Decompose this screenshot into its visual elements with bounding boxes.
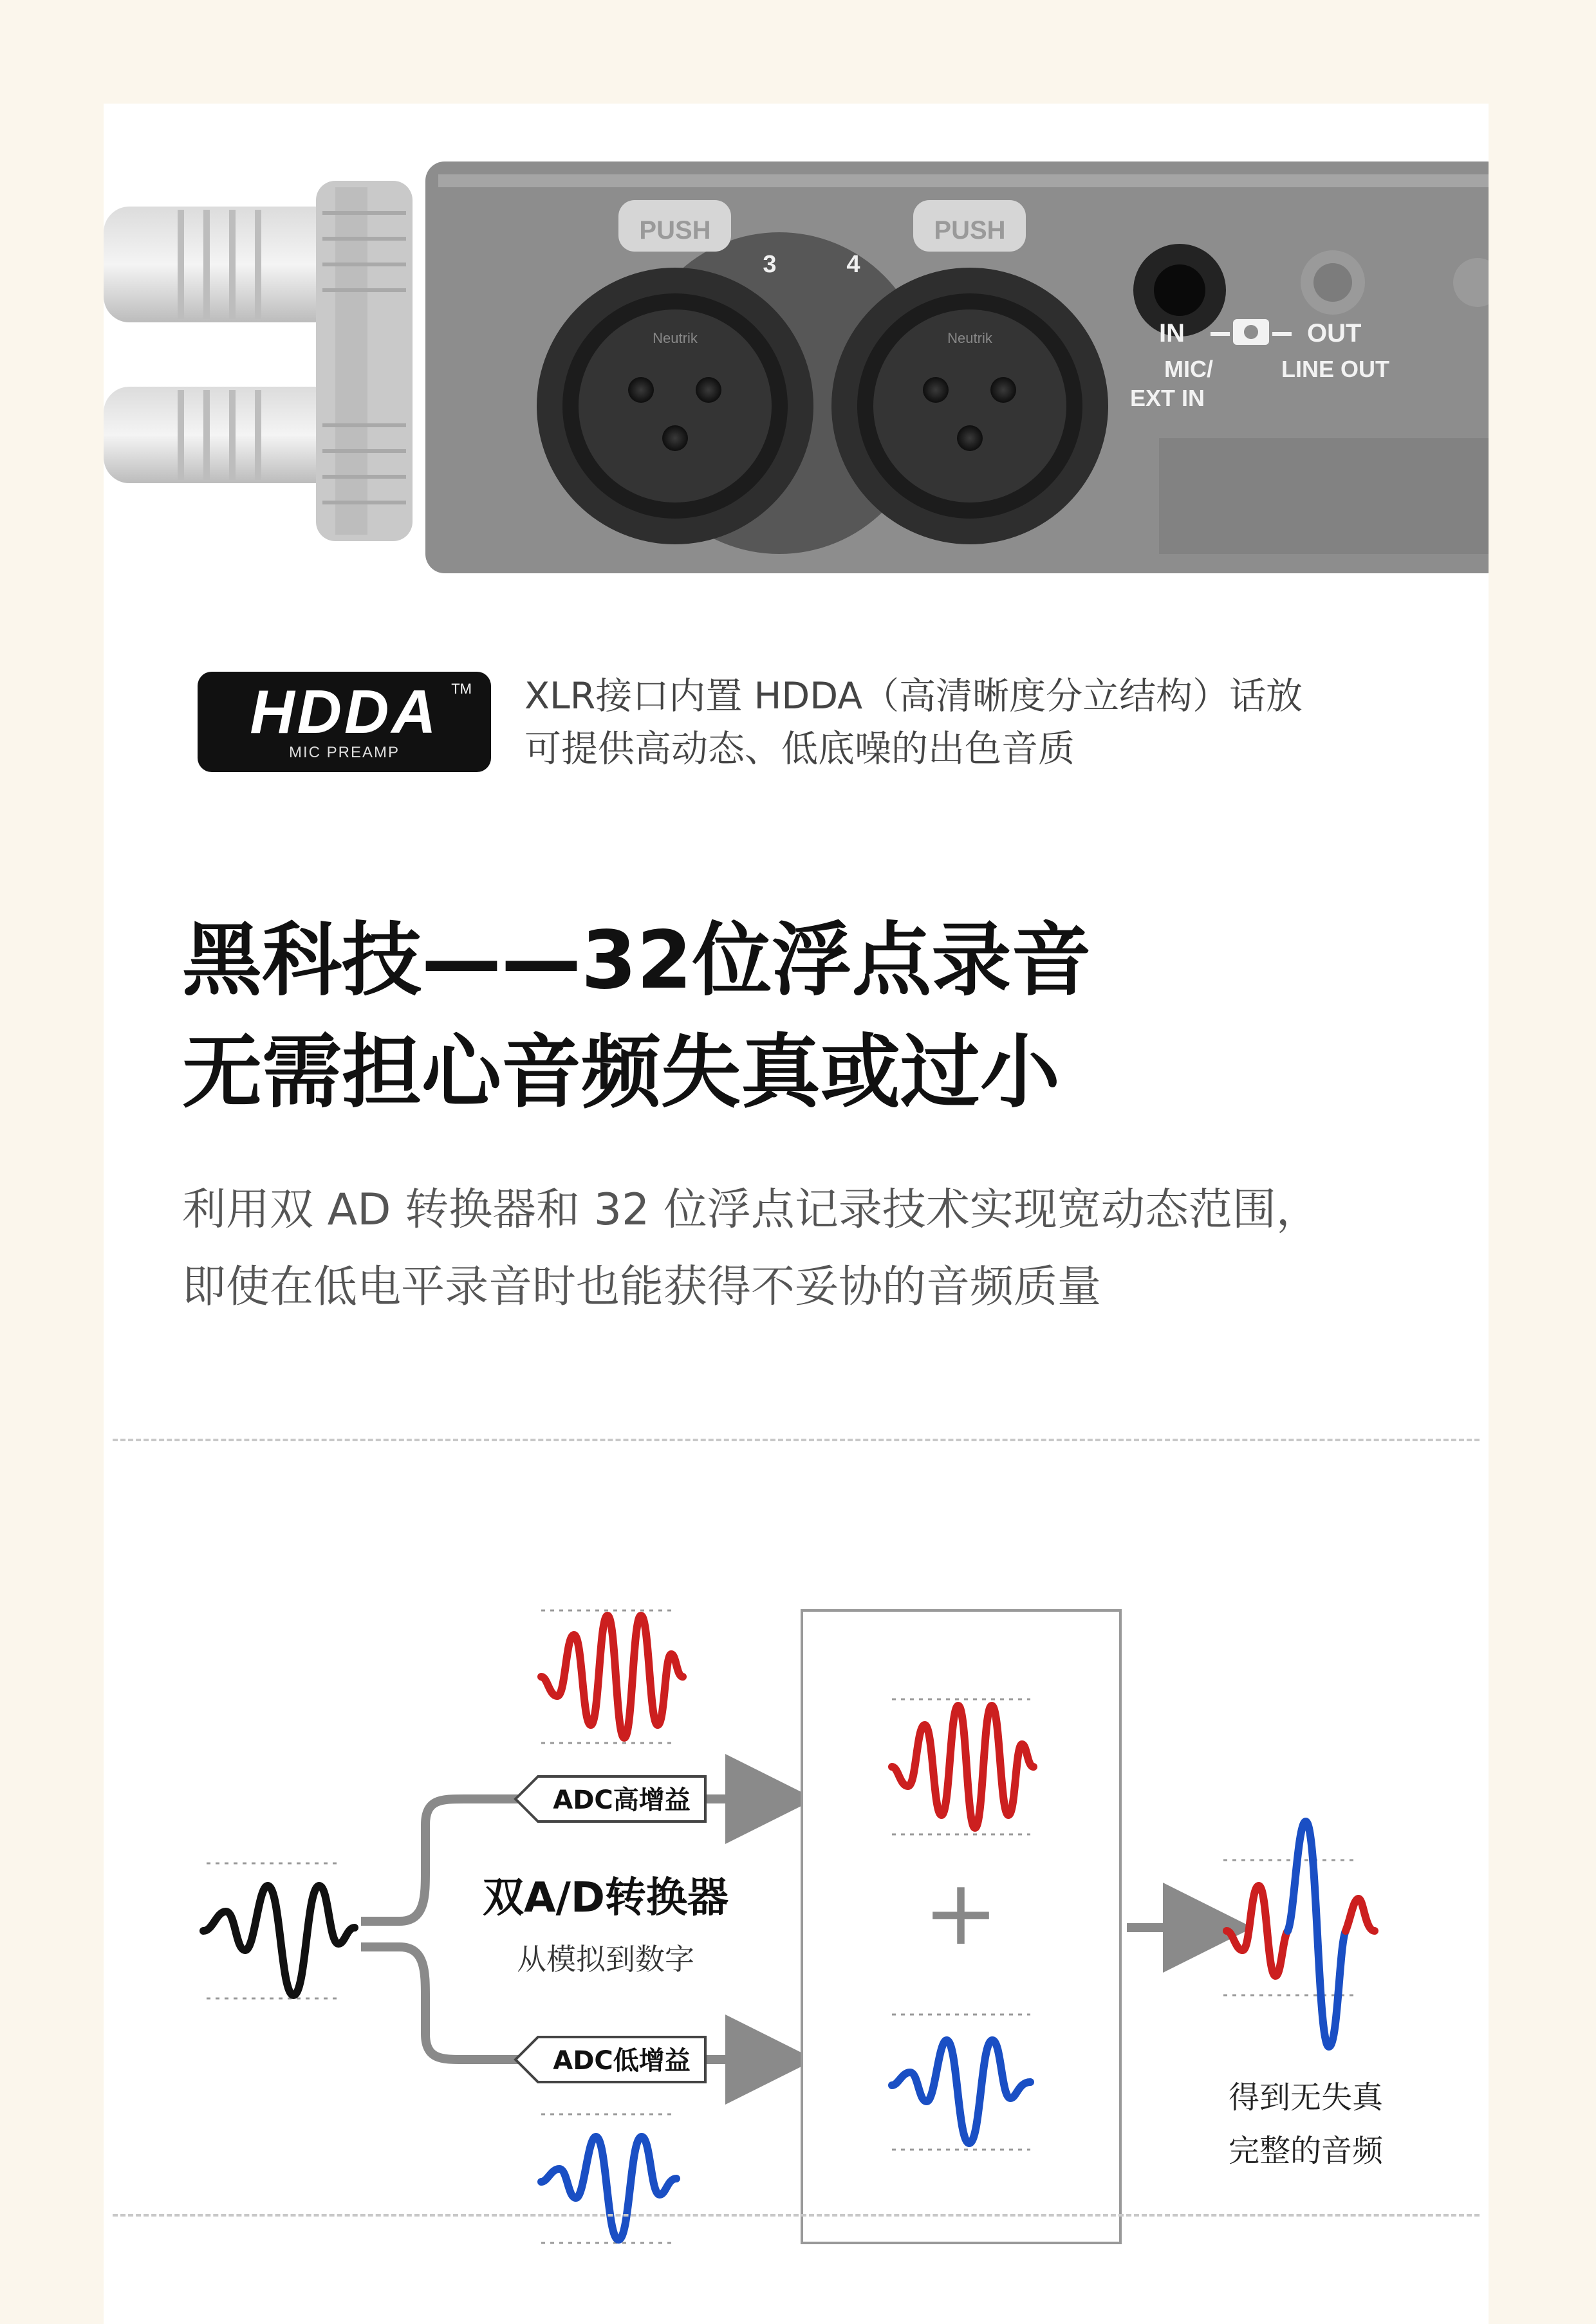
result-waveform bbox=[1223, 1821, 1375, 2047]
headline bbox=[182, 905, 1091, 1129]
hdda-description-line2: 可提供高动态、低底噪的出色音质 bbox=[524, 728, 1075, 770]
hdda-description-line1: XLR接口内置 HDDA（高清晰度分立结构）话放 bbox=[524, 675, 1303, 717]
input-waveform bbox=[203, 1863, 355, 1998]
result-caption-line1: 得到无失真 bbox=[1228, 2080, 1384, 2116]
adc-low-gain-tag bbox=[515, 2037, 705, 2082]
top-dashed-divider bbox=[113, 1439, 1480, 1441]
svg-text:4: 4 bbox=[846, 251, 860, 278]
svg-text:Neutrik: Neutrik bbox=[653, 330, 698, 346]
svg-text:OUT: OUT bbox=[1307, 319, 1362, 347]
content-card bbox=[104, 104, 1489, 2324]
body-paragraph bbox=[182, 1172, 1320, 1326]
svg-text:IN: IN bbox=[1159, 319, 1185, 347]
headline-line2: 无需担心音频失真或过小 bbox=[182, 1026, 1061, 1119]
plus-sign: + bbox=[923, 1861, 999, 1966]
converter-title: 双A/D转换器 bbox=[482, 1874, 729, 1922]
svg-text:EXT IN: EXT IN bbox=[1130, 385, 1205, 411]
dual-adc-diagram bbox=[104, 1442, 1489, 2304]
svg-text:PUSH: PUSH bbox=[934, 216, 1006, 244]
svg-text:MIC/: MIC/ bbox=[1164, 356, 1213, 382]
recorder-device-illustration bbox=[104, 104, 1489, 580]
body-line2: 即使在低电平录音时也能获得不妥协的音频质量 bbox=[182, 1262, 1102, 1313]
line-out-jack[interactable] bbox=[1301, 250, 1365, 315]
svg-text:3: 3 bbox=[763, 251, 777, 278]
hdda-logo bbox=[198, 672, 491, 772]
hdda-logo-subtitle: MIC PREAMP bbox=[288, 744, 400, 761]
trademark-mark: TM bbox=[451, 681, 472, 697]
converter-subtitle: 从模拟到数字 bbox=[517, 1942, 694, 1977]
svg-text:PUSH: PUSH bbox=[639, 216, 711, 244]
hdda-description bbox=[524, 670, 1303, 775]
microphone-capsule bbox=[104, 181, 413, 541]
svg-text:Neutrik: Neutrik bbox=[947, 330, 992, 346]
headline-line1: 黑科技——32位浮点录音 bbox=[182, 914, 1091, 1007]
svg-text:ADC高增益: ADC高增益 bbox=[553, 1785, 691, 1815]
body-line1: 利用双 AD 转换器和 32 位浮点记录技术实现宽动态范围， bbox=[182, 1185, 1320, 1235]
hdda-logo-text: HDDA bbox=[250, 678, 439, 746]
svg-text:LINE OUT: LINE OUT bbox=[1281, 356, 1389, 382]
result-caption-line2: 完整的音频 bbox=[1228, 2133, 1384, 2169]
branch-connectors bbox=[361, 1799, 779, 2060]
low-gain-waveform bbox=[541, 2114, 676, 2243]
bottom-dashed-divider bbox=[113, 2214, 1480, 2217]
svg-text:ADC低增益: ADC低增益 bbox=[553, 2046, 691, 2076]
adc-high-gain-tag bbox=[515, 1776, 705, 1821]
high-gain-waveform bbox=[541, 1610, 683, 1743]
